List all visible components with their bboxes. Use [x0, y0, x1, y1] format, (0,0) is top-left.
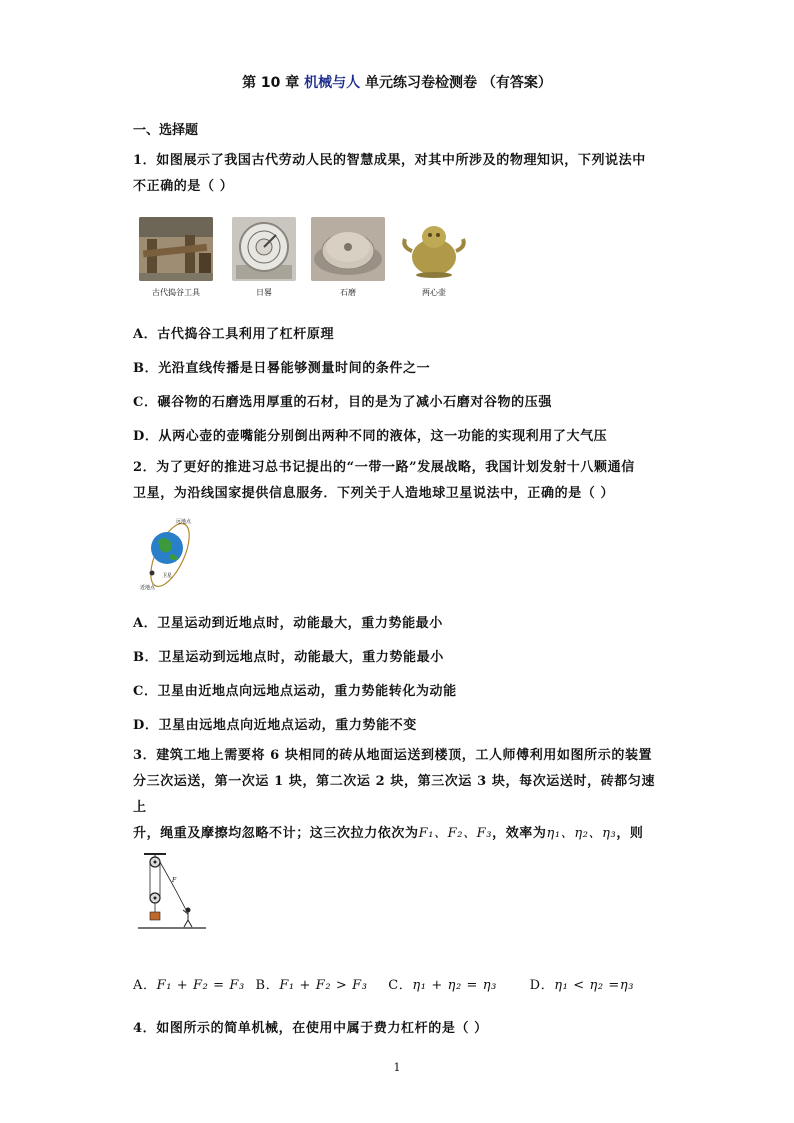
- sundial-image: [232, 217, 296, 281]
- page-title: [0, 72, 794, 92]
- question-2-line-1: 2．为了更好的推进习总书记提出的“一带一路”发展战略，我国计划发射十八颗通信: [133, 460, 635, 475]
- forces-list: F₁、F₂、F₃: [418, 826, 493, 841]
- option-b-label: B．: [255, 978, 280, 993]
- question-2-option-c: C．卫星由近地点向远地点运动，重力势能转化为动能: [133, 684, 457, 699]
- question-1-option-a: A．古代捣谷工具利用了杠杆原理: [133, 327, 335, 342]
- question-3-stem: [133, 743, 663, 847]
- question-2-option-d: D．卫星由远地点向近地点运动，重力势能不变: [133, 718, 417, 733]
- satellite-orbit-figure: [140, 515, 200, 593]
- question-2-option-a: A．卫星运动到近地点时，动能最大，重力势能最小: [133, 616, 443, 631]
- pulley-system-figure: [136, 850, 208, 930]
- option-b-formula: F₁ + F₂ > F₃: [279, 978, 368, 993]
- question-2-line-2: 卫星，为沿线国家提供信息服务．下列关于人造地球卫星说法中，正确的是（ ）: [133, 486, 615, 501]
- question-3-line-2: 分三次运送，第一次运 1 块，第二次运 2 块，第三次运 3 块，每次运送时，砖都匀速上: [133, 774, 656, 815]
- question-4-stem: 4．如图所示的简单机械，在使用中属于费力杠杆的是（ ）: [133, 1021, 488, 1036]
- label-force: F: [172, 877, 177, 884]
- option-c-label: C．: [388, 978, 413, 993]
- question-3-line-3-end: ，则: [616, 826, 644, 841]
- question-1-option-b: B．光沿直线传播是日晷能够测量时间的条件之一: [133, 361, 431, 376]
- caption-pounding-tool: 古代捣谷工具: [152, 288, 200, 297]
- question-3-line-3-text: 升，绳重及摩擦均忽略不计；这三次拉力依次为: [133, 826, 419, 841]
- page-number: 1: [393, 1061, 401, 1074]
- question-3-line-3-mid: ，效率为: [492, 826, 547, 841]
- caption-sundial: 日晷: [256, 288, 272, 297]
- question-1-line-2: 不正确的是（ ）: [133, 179, 234, 194]
- question-3-line-3: [133, 821, 663, 847]
- caption-two-heart-pot: 两心壶: [422, 288, 446, 297]
- label-apogee: 远地点: [176, 519, 192, 525]
- question-1-option-d: D．从两心壶的壶嘴能分别倒出两种不同的液体，这一功能的实现利用了大气压: [133, 429, 608, 444]
- title-highlight: 机械与人: [304, 75, 361, 91]
- caption-millstone: 石磨: [340, 288, 356, 297]
- label-satellite: 卫星: [162, 573, 173, 579]
- question-1-stem: [133, 148, 663, 200]
- option-d-formula: η₁ < η₂ =η₃: [554, 978, 635, 993]
- option-a-label: A．: [133, 978, 157, 993]
- title-suffix: 单元练习卷检测卷 （有答案）: [360, 75, 552, 91]
- two-heart-pot-image: [397, 217, 471, 281]
- label-perigee: 近地点: [140, 585, 156, 591]
- question-1-option-c: C．碾谷物的石磨选用厚重的石材，目的是为了减小石磨对谷物的压强: [133, 395, 552, 410]
- option-d-label: D．: [529, 978, 555, 993]
- efficiency-list: η₁、η₂、η₃: [546, 826, 617, 841]
- question-1-line-1: 1．如图展示了我国古代劳动人民的智慧成果，对其中所涉及的物理知识，下列说法中: [133, 153, 646, 168]
- question-3-line-1: 3．建筑工地上需要将 6 块相同的砖从地面运送到楼顶，工人师傅利用如图所示的装置: [133, 748, 653, 763]
- option-a-formula: F₁ + F₂ = F₃: [156, 978, 245, 993]
- question-2-option-b: B．卫星运动到远地点时，动能最大，重力势能最小: [133, 650, 444, 665]
- pounding-tool-image: [139, 217, 213, 281]
- question-3-options: [133, 974, 634, 993]
- millstone-image: [311, 217, 385, 281]
- option-c-formula: η₁ + η₂ = η₃: [412, 978, 497, 993]
- question-2-stem: [133, 455, 663, 507]
- title-prefix: 第 10 章: [242, 75, 305, 91]
- section-heading: 一、选择题: [133, 123, 199, 138]
